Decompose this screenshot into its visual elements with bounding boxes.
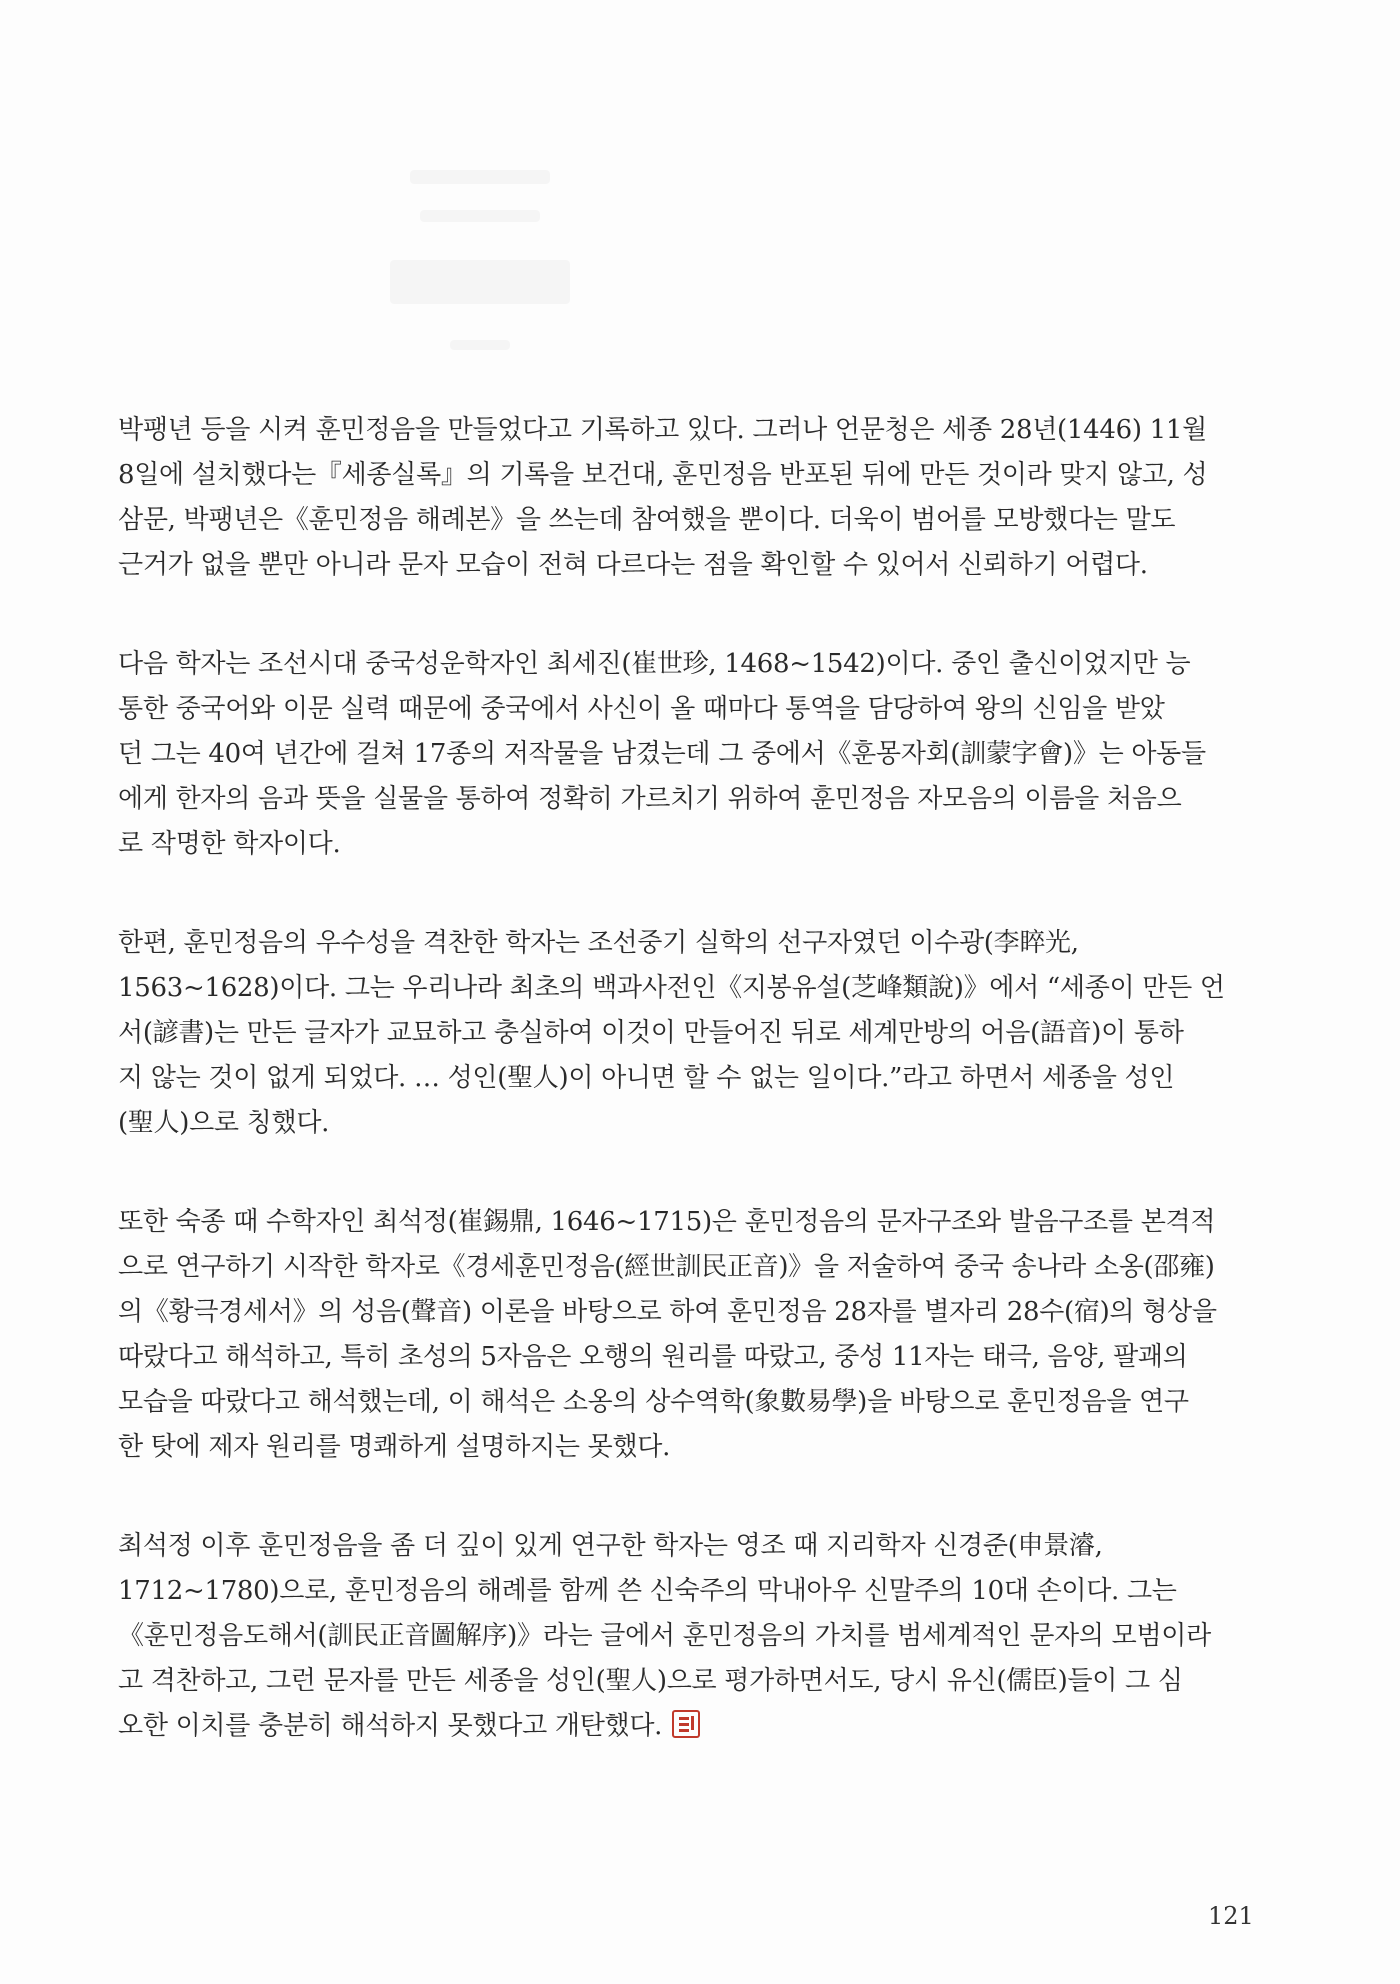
text-line: 최석정 이후 훈민정음을 좀 더 깊이 있게 연구한 학자는 영조 때 지리학자 신경준(申景濬,	[118, 1531, 1103, 1561]
paragraph-3	[118, 921, 1230, 1146]
body-text	[118, 408, 1230, 1803]
text-line: 의《황극경세서》의 성음(聲音) 이론을 바탕으로 하여 훈민정음 28자를 별자리 28수(宿)의 형상을	[118, 1297, 1217, 1327]
paragraph-1	[118, 408, 1230, 588]
text-line: 다음 학자는 조선시대 중국성운학자인 최세진(崔世珍, 1468~1542)이다. 중인 출신이었지만 능	[118, 649, 1191, 679]
text-line: 8일에 설치했다는『세종실록』의 기록을 보건대, 훈민정음 반포된 뒤에 만든 것이라 맞지 않고, 성	[118, 460, 1208, 490]
text-line: 던 그는 40여 년간에 걸쳐 17종의 저작물을 남겼는데 그 중에서《훈몽자회(訓蒙字會)》는 아동들	[118, 739, 1206, 769]
paragraph-4	[118, 1200, 1230, 1470]
text-line: 고 격찬하고, 그런 문자를 만든 세종을 성인(聖人)으로 평가하면서도, 당시 유신(儒臣)들이 그 심	[118, 1666, 1183, 1696]
text-line: 통한 중국어와 이문 실력 때문에 중국에서 사신이 올 때마다 통역을 담당하여 왕의 신임을 받았	[118, 694, 1165, 724]
text-line: 따랐다고 해석하고, 특히 초성의 5자음은 오행의 원리를 따랐고, 중성 11자는 태극, 음양, 팔괘의	[118, 1342, 1188, 1372]
text-line: (聖人)으로 칭했다.	[118, 1108, 330, 1138]
text-line: 으로 연구하기 시작한 학자로《경세훈민정음(經世訓民正音)》을 저술하여 중국 송나라 소옹(邵雍)	[118, 1252, 1215, 1282]
text-line: 한편, 훈민정음의 우수성을 격찬한 학자는 조선중기 실학의 선구자였던 이수광(李睟光,	[118, 928, 1079, 958]
text-line: 1712~1780)으로, 훈민정음의 해례를 함께 쓴 신숙주의 막내아우 신말주의 10대 손이다. 그는	[118, 1576, 1177, 1606]
text-line: 《훈민정음도해서(訓民正音圖解序)》라는 글에서 훈민정음의 가치를 범세계적인 문자의 모범이라	[118, 1621, 1211, 1651]
paragraph-2	[118, 642, 1230, 867]
text-line: 로 작명한 학자이다.	[118, 829, 341, 859]
text-line: 한 탓에 제자 원리를 명쾌하게 설명하지는 못했다.	[118, 1432, 671, 1462]
faint-watermark	[390, 140, 570, 370]
text-line: 삼문, 박팽년은《훈민정음 해례본》을 쓰는데 참여했을 뿐이다. 더욱이 범어를 모방했다는 말도	[118, 505, 1176, 535]
text-line: 1563~1628)이다. 그는 우리나라 최초의 백과사전인《지봉유설(芝峰類說)》에서 “세종이 만든 언	[118, 973, 1225, 1003]
text-line: 모습을 따랐다고 해석했는데, 이 해석은 소옹의 상수역학(象數易學)을 바탕으로 훈민정음을 연구	[118, 1387, 1189, 1417]
text-line: 오한 이치를 충분히 해석하지 못했다고 개탄했다.	[118, 1711, 663, 1741]
text-line: 근거가 없을 뿐만 아니라 문자 모습이 전혀 다르다는 점을 확인할 수 있어서 신뢰하기 어렵다.	[118, 550, 1148, 580]
page-number: 121	[1208, 1902, 1254, 1930]
text-line: 박팽년 등을 시켜 훈민정음을 만들었다고 기록하고 있다. 그러나 언문청은 세종 28년(1446) 11월	[118, 415, 1207, 445]
text-line: 서(諺書)는 만든 글자가 교묘하고 충실하여 이것이 만들어진 뒤로 세계만방의 어음(語音)이 통하	[118, 1018, 1184, 1048]
paragraph-5	[118, 1524, 1230, 1749]
last-line	[118, 1704, 1230, 1749]
text-line: 에게 한자의 음과 뜻을 실물을 통하여 정확히 가르치기 위하여 훈민정음 자모음의 이름을 처음으	[118, 784, 1182, 814]
text-line: 지 않는 것이 없게 되었다. … 성인(聖人)이 아니면 할 수 없는 일이다.”라고 하면서 세종을 성인	[118, 1063, 1175, 1093]
red-seal-icon	[672, 1710, 700, 1738]
text-line: 또한 숙종 때 수학자인 최석정(崔錫鼎, 1646~1715)은 훈민정음의 문자구조와 발음구조를 본격적	[118, 1207, 1216, 1237]
